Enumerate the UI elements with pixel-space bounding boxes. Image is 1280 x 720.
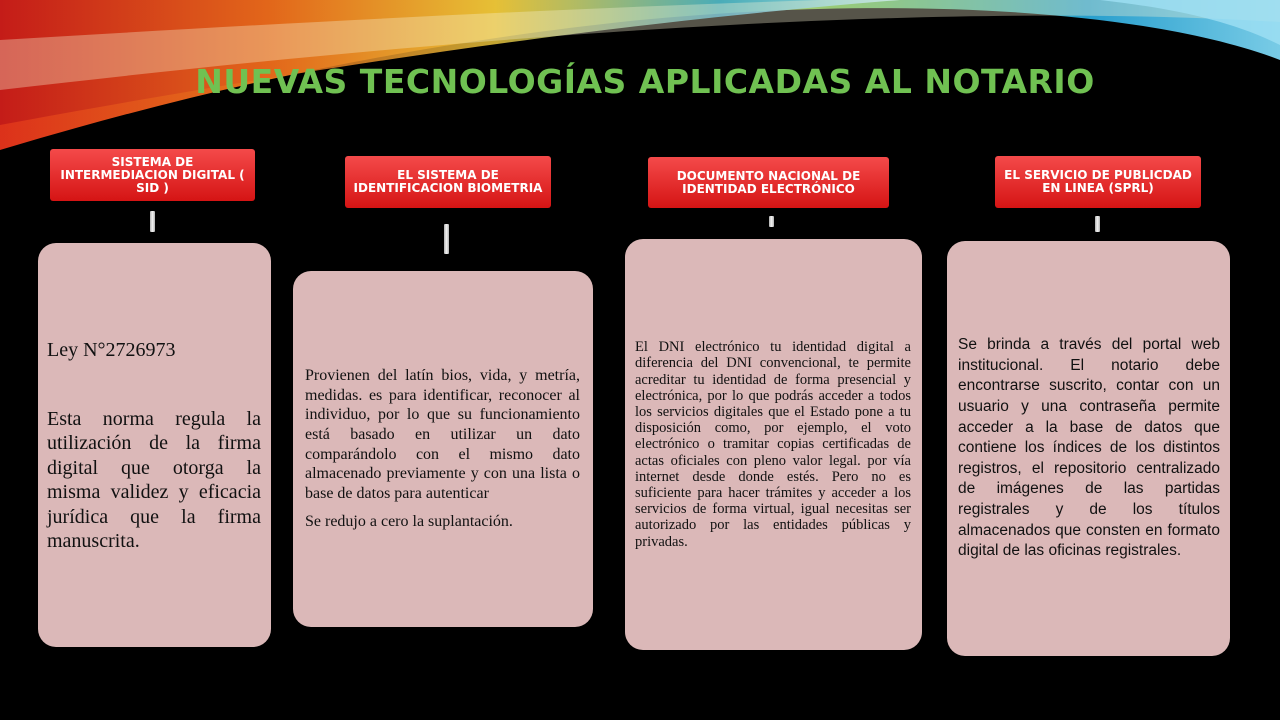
dni-description-text: El DNI electrónico tu identidad digital a diferencia del DNI convencional, te permite acreditar tu identidad de forma presencial y electrónica, por lo que podrás acceder a todos los servicios digitales que el Estado pone a tu disposición como, por ejemplo, el voto electrónico o tramitar copias certificadas de actas oficiales con pleno valor legal. por vía internet desde donde estés. Pero no es suficiente para hacer trámites y acceder a los servicios de forma virtual, igual necesitas ser autorizado por las entidades públicas y privadas. (635, 339, 911, 550)
content-box-dni (625, 239, 922, 650)
sprl-description-text: Se brinda a través del portal web institucional. El notario debe encontrarse suscrito, contar con un usuario y una contraseña permite acceder a la base de datos que contiene los índices de los distintos registros, el repositorio centralizado de imágenes de las partidas registrales y de los títulos almacenados que consten en formato digital de las oficinas registrales. (958, 336, 1220, 560)
header-biometria: EL SISTEMA DE IDENTIFICACION BIOMETRIA (345, 156, 551, 208)
header-dni: DOCUMENTO NACIONAL DE IDENTIDAD ELECTRÓNICO (648, 157, 889, 208)
header-sprl: EL SERVICIO DE PUBLICDAD EN LINEA (SPRL) (995, 156, 1201, 208)
content-box-sid (38, 243, 271, 647)
connector-arrow-3 (769, 216, 774, 227)
connector-arrow-4 (1095, 216, 1100, 232)
biometria-description-text: Provienen del latín bios, vida, y metría, medidas. es para identificar, reconocer al individuo, por lo que su funcionamiento está basado en utilizar un dato comparándolo con el mismo dato almacenado previamente y con una lista o base de datos para autenticar (305, 367, 580, 502)
sid-description-text: Esta norma regula la utilización de la firma digital que otorga la misma validez y eficacia jurídica que la firma manuscrita. (47, 407, 261, 552)
header-sid: SISTEMA DE INTERMEDIACION DIGITAL ( SID ) (50, 149, 255, 201)
slide-title: NUEVAS TECNOLOGÍAS APLICADAS AL NOTARIO (195, 62, 1095, 101)
biometria-result-text: Se redujo a cero la suplantación. (305, 513, 513, 531)
law-number-text: Ley N°2726973 (47, 338, 176, 361)
connector-arrow-2 (444, 224, 449, 254)
content-box-sprl (947, 241, 1230, 656)
content-box-biometria (293, 271, 593, 627)
connector-arrow-1 (150, 211, 155, 232)
